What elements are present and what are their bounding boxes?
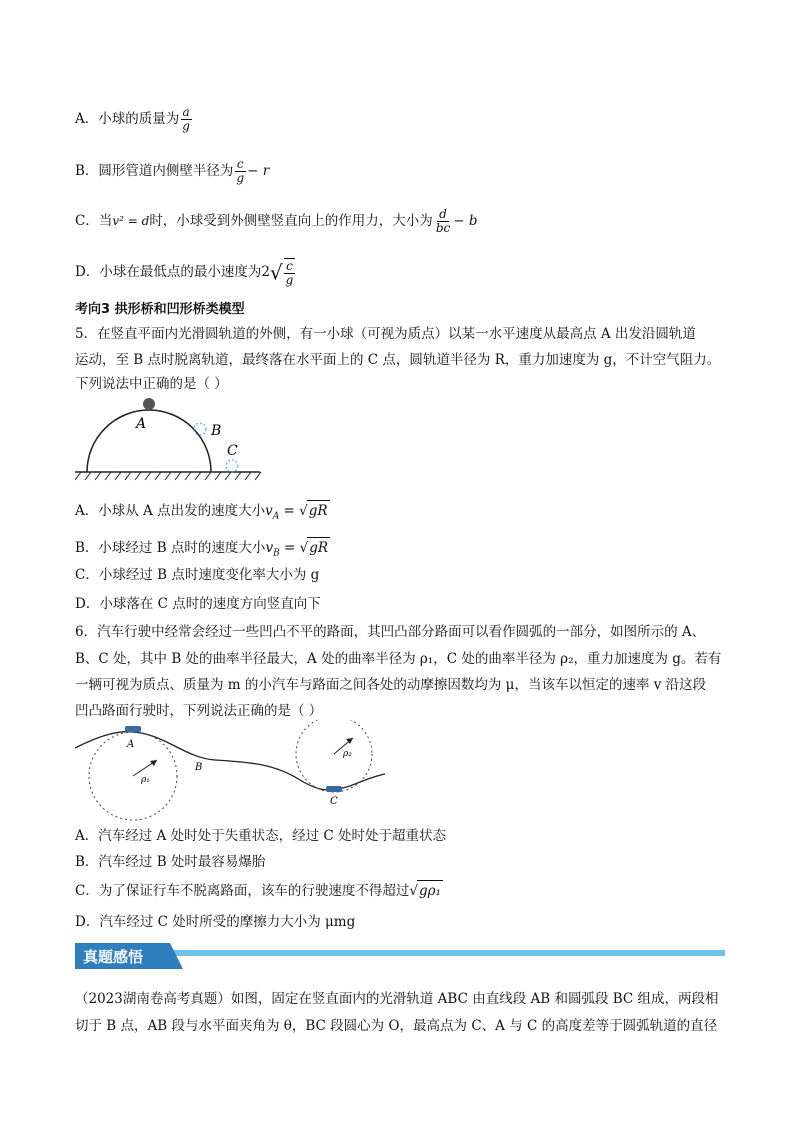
q6-option-c-text: C．为了保证行车不脱离路面，该车的行驶速度不得超过 [75, 883, 410, 899]
q4-option-c-middle: 时，小球受到外侧壁竖直向上的作用力，大小为 [149, 213, 433, 229]
fraction-denominator: g [285, 273, 294, 287]
q5-option-a-radicand: gR [307, 500, 330, 521]
label-rho1: ρ₁ [141, 775, 150, 785]
q5-option-a [75, 500, 330, 527]
q5-stem-line2: 运动，至 B 点时脱离轨道，最终落在水平面上的 C 点，圆轨道半径为 R，重力加速度为 g，不计空气阻力。 [75, 352, 721, 368]
fraction-numerator: d [439, 207, 447, 221]
q5-option-b-text: B．小球经过 B 点时的速度大小 [75, 540, 266, 556]
q4-option-a-fraction [180, 106, 192, 133]
q4-option-b [75, 158, 269, 185]
q5-option-a-eq: = [279, 503, 300, 519]
fraction-numerator: c [236, 157, 244, 171]
q5-option-b-sub: B [273, 548, 280, 559]
q4-option-c-condition: v² = d [112, 214, 150, 228]
sqrt-sign-icon: √ [299, 540, 309, 556]
real-question-line2: 切于 B 点，AB 段与水平面夹角为 θ，BC 段圆心为 O，最高点为 C、A 与 C 的高度差等于圆弧轨道的直径 [75, 1018, 718, 1034]
q5-option-b [75, 537, 330, 564]
q5-option-b-var: v [265, 540, 274, 556]
label-c: C [227, 443, 238, 459]
q4-option-c-fraction [434, 208, 452, 235]
fraction-numerator: a [182, 105, 190, 119]
label-a: A [127, 739, 135, 750]
q6-option-b: B．汽车经过 B 处时最容易爆胎 [75, 854, 266, 870]
q6-stem-line1: 6．汽车行驶中经常会经过一些凹凸不平的路面，其凹凸部分路面可以看作圆弧的一部分，如图所示的 A、 [75, 624, 706, 640]
q5-option-a-var: v [265, 503, 273, 519]
label-rho2: ρ₂ [343, 749, 352, 759]
fraction-numerator: c [286, 259, 293, 273]
banner-title: 真题感悟 [83, 948, 144, 966]
car-a-icon [125, 726, 141, 732]
q4-option-c-text: C．当 [75, 213, 113, 229]
q4-option-b-text: B．圆形管道内侧壁半径为 [75, 163, 234, 179]
q5-option-a-sub: A [272, 511, 280, 522]
ball [143, 398, 155, 410]
semicircle-track [87, 410, 211, 472]
q4-option-b-fraction [234, 158, 246, 185]
sqrt-sign-icon: √ [269, 260, 283, 285]
q4-option-a [75, 106, 193, 133]
q5-option-b-eq: = [279, 540, 300, 556]
q5-option-c: C．小球经过 B 点时速度变化率大小为 g [75, 567, 320, 583]
arrowhead-a-icon [150, 760, 157, 766]
road-curve [75, 732, 385, 790]
q5-figure [75, 390, 265, 490]
q4-option-d-text: D．小球在最低点的最小速度为 [75, 264, 262, 280]
ground-hatch [75, 472, 261, 480]
section-banner [75, 943, 725, 973]
q4-option-b-tail: − r [247, 163, 270, 179]
q6-figure [75, 720, 395, 825]
q5-option-b-radicand: gR [307, 537, 330, 558]
sqrt-sign-icon: √ [409, 883, 418, 899]
q4-option-d [75, 258, 296, 287]
ball-position-b [194, 423, 206, 435]
fraction-denominator: g [236, 171, 245, 185]
q6-option-d: D．汽车经过 C 处时所受的摩擦力大小为 μmg [75, 914, 356, 930]
q6-stem-line4: 凹凸路面行驶时，下列说法正确的是（ ） [75, 703, 323, 719]
q4-option-a-text: A．小球的质量为 [75, 111, 180, 127]
label-c: C [330, 796, 338, 807]
q4-option-d-coefficient: 2 [261, 264, 270, 280]
label-b: B [211, 423, 222, 439]
q6-option-c-radicand: gρ₁ [417, 880, 443, 901]
q4-option-c [75, 208, 477, 235]
label-a: A [136, 416, 147, 432]
q5-option-d: D．小球落在 C 点时的速度方向竖直向下 [75, 596, 321, 612]
fraction-denominator: g [182, 119, 190, 133]
q5-stem-line3: 下列说法中正确的是（ ） [75, 376, 228, 392]
q6-option-c [75, 880, 443, 901]
label-b: B [195, 762, 203, 773]
ball-position-c [226, 460, 238, 472]
section-heading: 考向3 拱形桥和凹形桥类模型 [75, 302, 245, 317]
q5-stem-line1: 5．在竖直平面内光滑圆轨道的外侧，有一小球（可视为质点）以某一水平速度从最高点 A 出发沿圆轨道 [75, 326, 696, 342]
fraction-denominator: bc [435, 221, 451, 235]
q5-option-a-text: A．小球从 A 点出发的速度大小 [75, 503, 266, 519]
sqrt-sign-icon: √ [299, 503, 308, 519]
car-c-icon [326, 786, 342, 792]
q6-stem-line3: 一辆可视为质点、质量为 m 的小汽车与路面之间各处的动摩擦因数均为 μ，当该车以恒定的速率 v 沿这段 [75, 677, 707, 693]
q4-option-c-tail: − b [453, 213, 478, 229]
q6-option-a: A．汽车经过 A 处时处于失重状态，经过 C 处时处于超重状态 [75, 828, 446, 844]
curvature-circle-c [296, 720, 372, 792]
real-question-line1: （2023湖南卷高考真题）如图，固定在竖直面内的光滑轨道 ABC 由直线段 AB 和圆弧段 BC 组成，两段相 [75, 991, 719, 1007]
q4-option-d-fraction [284, 258, 296, 287]
q6-stem-line2: B、C 处，其中 B 处的曲率半径最大，A 处的曲率半径为 ρ₁，C 处的曲率半径为 ρ₂，重力加速度为 g。若有 [75, 651, 722, 667]
